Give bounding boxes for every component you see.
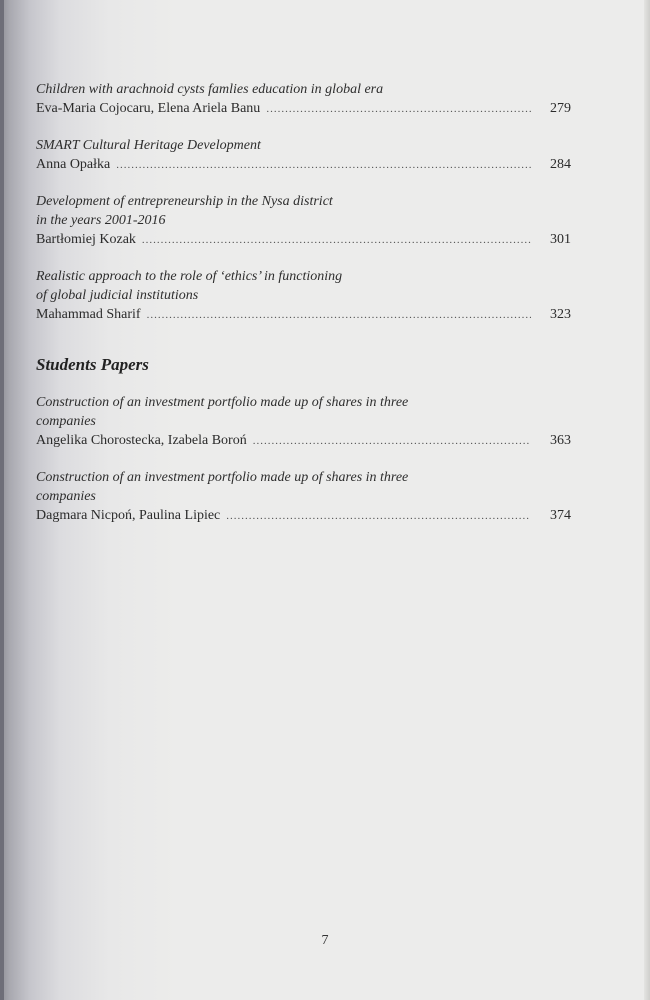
entry-authors: Dagmara Nicpoń, Paulina Lipiec xyxy=(36,508,221,523)
entry-page-number: 284 xyxy=(550,157,571,172)
leader-dots xyxy=(266,100,531,119)
toc-entry xyxy=(36,80,571,119)
entry-page-number: 301 xyxy=(550,232,571,247)
entry-title: Development of entrepreneurship in the Nysa district in the years 2001-2016 xyxy=(36,194,333,228)
entry-title: Children with arachnoid cysts famlies education in global era xyxy=(36,82,384,97)
toc-entry xyxy=(36,136,571,175)
entry-title: Realistic approach to the role of ‘ethics’ in functioning of global judicial institutions xyxy=(36,269,343,303)
entry-author-line xyxy=(36,506,571,526)
page-number: 7 xyxy=(321,933,329,948)
entry-page-number: 374 xyxy=(550,508,571,523)
entry-title: Construction of an investment portfolio made up of shares in three companies xyxy=(36,470,409,504)
toc-entry xyxy=(36,192,571,250)
entry-authors: Eva-Maria Cojocaru, Elena Ariela Banu xyxy=(36,101,261,116)
entry-author-line xyxy=(36,99,571,119)
toc-entry xyxy=(36,468,571,526)
entry-author-line xyxy=(36,155,571,175)
leader-dots xyxy=(253,432,529,451)
entry-author-line xyxy=(36,431,571,451)
entry-page-number: 323 xyxy=(550,307,571,322)
entry-title: SMART Cultural Heritage Development xyxy=(36,138,261,153)
table-of-contents xyxy=(36,80,571,543)
leader-dots xyxy=(142,231,531,250)
entry-authors: Angelika Chorostecka, Izabela Boroń xyxy=(36,433,247,448)
entry-author-line xyxy=(36,305,571,325)
toc-entry xyxy=(36,393,571,451)
section-heading: Students Papers xyxy=(36,355,149,374)
entry-page-number: 279 xyxy=(550,101,571,116)
students-papers-section xyxy=(36,393,571,526)
leader-dots xyxy=(116,156,531,175)
entry-author-line xyxy=(36,230,571,250)
leader-dots xyxy=(147,306,531,325)
leader-dots xyxy=(226,507,529,526)
entry-authors: Bartłomiej Kozak xyxy=(36,232,136,247)
entry-authors: Mahammad Sharif xyxy=(36,307,141,322)
entry-page-number: 363 xyxy=(550,433,571,448)
entry-authors: Anna Opałka xyxy=(36,157,111,172)
entry-title: Construction of an investment portfolio made up of shares in three companies xyxy=(36,395,409,429)
toc-entry xyxy=(36,267,571,325)
